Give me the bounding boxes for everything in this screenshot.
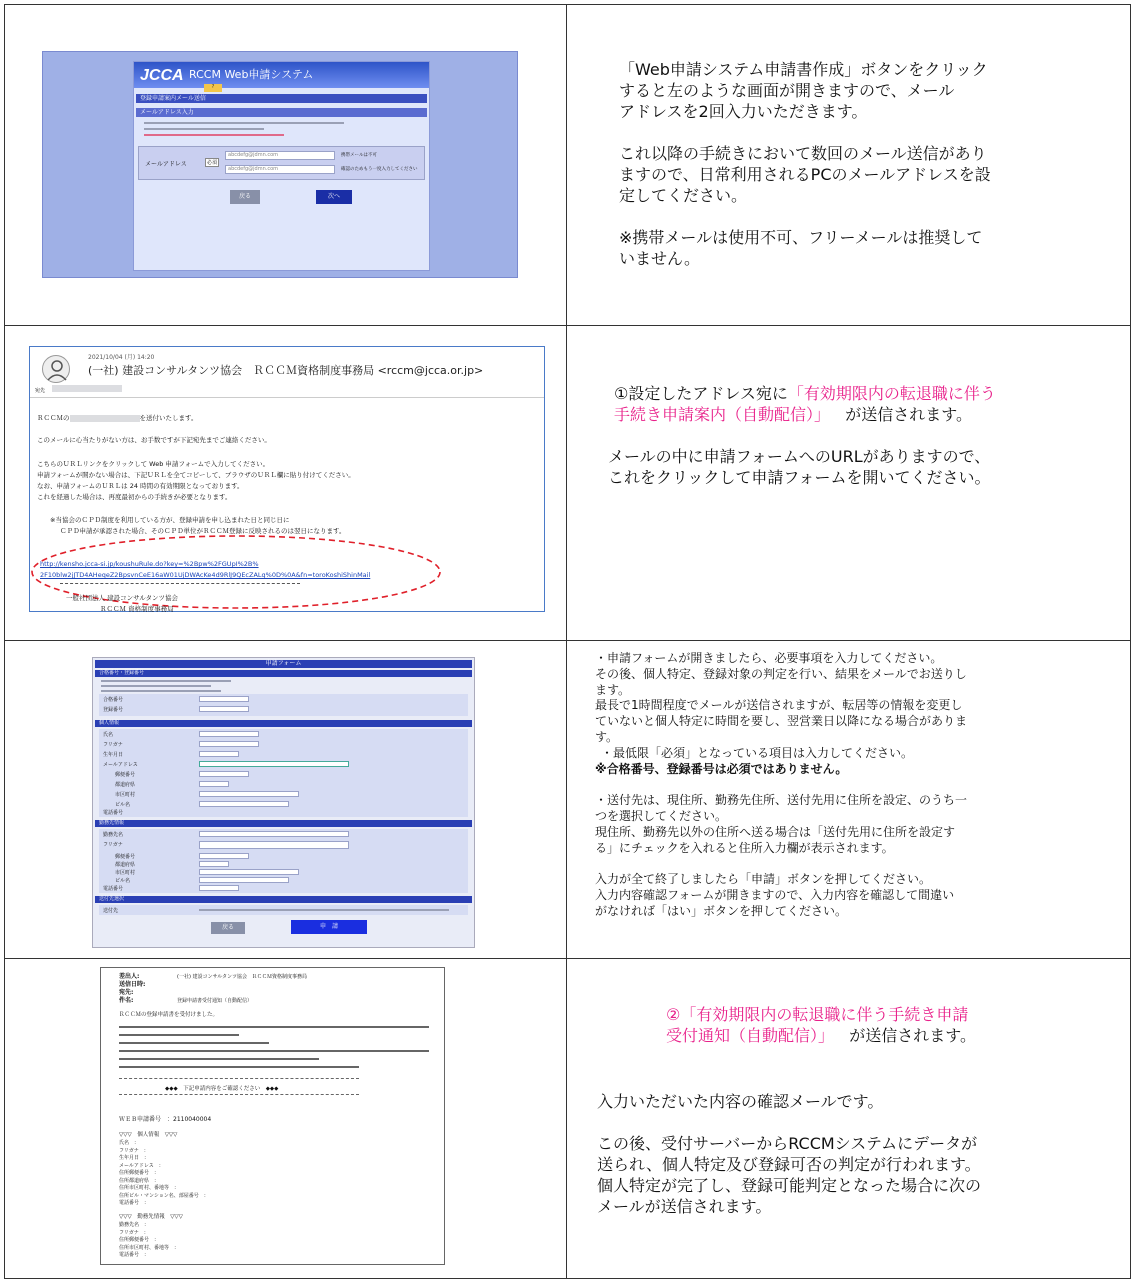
signature-dept: ＲＣＣＭ 資格制度事務局 xyxy=(100,605,174,613)
confirmation-email-screenshot xyxy=(100,967,445,1265)
field: フリガナ ： xyxy=(119,1229,149,1236)
to-label: 宛先 xyxy=(35,388,46,394)
text-line: つを選択してください。 xyxy=(595,808,728,823)
form-input[interactable] xyxy=(199,869,299,875)
text-line xyxy=(144,122,344,124)
row-label: 市区町村 xyxy=(115,870,136,876)
text-line: がなければ「はい」ボタンを押してください。 xyxy=(595,903,848,918)
email-screenshot xyxy=(29,346,545,612)
text-line: 定してください。 xyxy=(619,186,748,205)
field: 電話番号 ： xyxy=(119,1252,150,1258)
row-label: 市区町村 xyxy=(115,792,136,798)
field: 電話番号 ： xyxy=(119,1200,150,1206)
body-line xyxy=(119,1042,269,1044)
field: メールアドレス ： xyxy=(119,1162,164,1169)
row1-text xyxy=(619,59,1119,269)
text-line: いません。 xyxy=(619,249,700,268)
row-label: フリガナ xyxy=(103,742,123,748)
form-input[interactable] xyxy=(199,841,349,849)
row-label: 氏名 xyxy=(103,732,114,738)
system-title: RCCM Web申請システム xyxy=(189,68,314,81)
blank-line xyxy=(608,425,1118,446)
email-instructions xyxy=(37,459,355,503)
email-line: ＣＰＤ申請が承認された場合、そのＣＰＤ単位がＲＣＣＭ登録に反映されるのは翌日になります。 xyxy=(60,527,346,535)
email-line: こちらのＵＲＬリンクをクリックして Web 申請フォームで入力してください。 xyxy=(37,460,270,468)
blank-line xyxy=(619,206,1119,227)
note-line xyxy=(101,680,231,682)
web-form-panel xyxy=(133,61,430,271)
email-line: 申請フォームが開かない場合は、下記ＵＲＬを全てコピーして、ブラウザのＵＲＬ欄に貼り付けてください。 xyxy=(37,471,355,479)
field: フリガナ ： xyxy=(119,1147,149,1154)
apply-button[interactable]: 申 請 xyxy=(291,920,367,934)
text-line: る」にチェックを入れると住所入力欄が表示されます。 xyxy=(595,840,894,855)
url-line[interactable]: http://kensho.jcca-si.jp/koushuRule.do?key=%2Bpw%2FGUpI%2B% xyxy=(40,560,259,568)
text-line: 個人特定が完了し、登録可能判定となった場合に次の xyxy=(597,1176,982,1195)
form-input[interactable] xyxy=(199,801,289,807)
help-badge: ? xyxy=(204,84,222,92)
row-divider xyxy=(5,640,1130,641)
header-label: 差出人: xyxy=(119,973,140,980)
office-fields xyxy=(119,1222,179,1260)
row-label: 都道府県 xyxy=(115,782,136,788)
row-label: 生年月日 xyxy=(103,752,124,758)
body-line xyxy=(119,1066,359,1068)
row-label: 登録番号 xyxy=(103,707,124,713)
field: 勤務先名 ： xyxy=(119,1222,150,1228)
text-line: アドレスを2回入力いただきます。 xyxy=(619,102,868,121)
row4-heading xyxy=(666,1004,1116,1046)
field: 住所市区町村、番地等 ： xyxy=(119,1185,180,1191)
field: 氏名 ： xyxy=(119,1140,140,1146)
sep-rule xyxy=(119,1094,359,1095)
pink-title: 手続き申請案内（自動配信）」 xyxy=(614,405,831,424)
text-line: 入力内容確認フォームが開きますので、入力内容を確認して間違い xyxy=(595,887,955,902)
header-label: 送信日時: xyxy=(119,981,146,988)
text-line: メールの中に申請フォームへのURLがありますので、 xyxy=(608,447,991,466)
form-input[interactable] xyxy=(199,751,239,757)
note-line xyxy=(101,690,221,692)
text-line: 最長で1時間程度でメールが送信されますが、転居等の情報を変更し xyxy=(595,698,963,713)
redacted-text xyxy=(70,415,140,422)
text-line: ・送付先は、現住所、勤務先住所、送付先用に住所を設定、のうち一 xyxy=(595,793,968,808)
subject-value: 登録申請書受付通知（自動配信） xyxy=(177,998,253,1004)
sep-rule xyxy=(119,1078,359,1079)
page-title: 登録申請案内メール送信 xyxy=(136,94,427,103)
email-line: ※当協会のＣＰＤ制度を利用している方が、登録申請を申し込まれた日と同じ日に xyxy=(50,516,290,524)
hint-2: 確認のためもう一度入力してください xyxy=(341,167,418,172)
form-input[interactable] xyxy=(199,761,349,767)
header-label: 宛先: xyxy=(119,989,134,996)
form-section: 送付先選択 xyxy=(95,896,472,903)
back-button[interactable]: 戻る xyxy=(211,922,245,934)
required-badge: 必須 xyxy=(207,160,218,166)
form-section: 合格番号・登録番号 xyxy=(95,670,472,677)
blank-line xyxy=(595,856,1125,872)
destination-row xyxy=(99,905,468,915)
row4-text xyxy=(597,1091,1117,1217)
text-line: ますので、日常利用されるPCのメールアドレスを設 xyxy=(619,165,991,184)
row3-text xyxy=(595,651,1125,920)
field: 住所都道府県 ： xyxy=(119,1177,160,1184)
form-input[interactable] xyxy=(199,771,249,777)
text-line: ます。 xyxy=(595,682,631,697)
form-input[interactable] xyxy=(199,885,239,891)
form-section: 勤務先情報 xyxy=(95,820,472,827)
pink-title: ②「有効期限内の転退職に伴う手続き申請 xyxy=(666,1005,969,1024)
greeting-text: ＲＣＣＭの xyxy=(37,414,70,422)
sender-value: (一社) 建設コンサルタンツ協会 ＲＣＣＭ資格制度事務局 xyxy=(177,974,308,980)
text-line: ・最低限「必須」となっている項目は入力してください。 xyxy=(601,745,914,760)
section-note xyxy=(101,680,231,692)
email-para: このメールに心当たりがない方は、お手数ですが下記宛先までご連絡ください。 xyxy=(37,436,271,444)
row-label: 郵便番号 xyxy=(115,854,136,860)
row-label: 都道府県 xyxy=(115,862,136,868)
text-line xyxy=(144,128,264,130)
form-rows xyxy=(99,694,468,716)
greeting-text-2: を送付いたします。 xyxy=(139,414,198,422)
row-label: ビル名 xyxy=(115,878,131,884)
form-input[interactable] xyxy=(199,696,249,702)
text-line: すると左のような画面が開きますので、メール xyxy=(619,81,955,100)
email-line: なお、申請フォームのＵＲＬは 24 時間の有効期限となっております。 xyxy=(37,482,244,490)
text-line: これをクリックして申請フォームを開いてください。 xyxy=(608,468,991,487)
row-label: 送付先 xyxy=(103,908,119,914)
text-line: 送られ、個人特定及び登録可否の判定が行われます。 xyxy=(597,1155,981,1174)
sent-text: が送信されます。 xyxy=(849,1026,977,1045)
row-divider xyxy=(5,325,1130,326)
form-input[interactable] xyxy=(199,741,259,747)
text-line: 入力いただいた内容の確認メールです。 xyxy=(597,1092,884,1111)
system-header xyxy=(134,62,429,88)
header-label: 件名: xyxy=(119,997,134,1004)
prefix-text: ①設定したアドレス宛に xyxy=(614,384,788,403)
email-input-2[interactable]: abcdefg@jdmn.com xyxy=(225,165,335,174)
jcca-logo: JCCA xyxy=(140,67,184,84)
email-from: (一社) 建設コンサルタンツ協会 ＲＣＣＭ資格制度事務局 <rccm@jcca.or.jp> xyxy=(88,364,484,377)
body-line xyxy=(119,1050,429,1052)
next-button[interactable]: 次へ xyxy=(316,190,352,204)
web-system-screenshot xyxy=(42,51,518,278)
signature-rule xyxy=(60,583,300,584)
field: 住所市区町村、番地等 ： xyxy=(119,1244,180,1251)
back-button[interactable]: 戻る xyxy=(230,190,260,204)
email-label: メールアドレス xyxy=(145,161,187,168)
text-line: ・申請フォームが開きましたら、必要事項を入力してください。 xyxy=(595,651,943,665)
text-line xyxy=(608,404,1118,425)
blank-line xyxy=(619,122,1119,143)
form-input[interactable] xyxy=(199,781,229,787)
body-line xyxy=(119,1058,319,1060)
row-label: 郵便番号 xyxy=(115,772,136,778)
confirm-header: ◆◆◆ 下記申請内容をご確認ください ◆◆◆ xyxy=(165,1086,279,1092)
body-line xyxy=(119,1026,429,1028)
email-date: 2021/10/04 (月) 14:20 xyxy=(88,354,155,361)
text-line: メールが送信されます。 xyxy=(597,1197,772,1216)
person-icon xyxy=(43,356,71,384)
text-line: 現住所、勤務先以外の住所へ送る場合は「送付先用に住所を設定す xyxy=(595,824,956,839)
blank-line xyxy=(595,777,1125,793)
pink-title: 受付通知（自動配信）」 xyxy=(666,1026,835,1045)
text-line: その後、個人特定、登録対象の判定を行い、結果をメールでお送りし xyxy=(595,666,967,681)
row2-text xyxy=(608,383,1118,488)
application-form-screenshot xyxy=(92,657,475,948)
row-label: 合格番号 xyxy=(103,697,124,703)
email-body-first: ＲＣＣＭの登録申請書を受付けました。 xyxy=(119,1012,219,1018)
text-line: ※携帯メールは使用不可、フリーメールは推奨して xyxy=(619,228,983,247)
hint-1: 携帯メールは不可 xyxy=(341,153,377,158)
email-greeting xyxy=(37,413,197,422)
personal-section: ▽▽▽ 個人情報 ▽▽▽ xyxy=(119,1132,178,1138)
signature-org: 一般社団法人 建設コンサルタンツ協会 xyxy=(66,594,178,602)
form-input[interactable] xyxy=(199,791,299,797)
column-divider xyxy=(566,5,567,1278)
row-label: 電話番号 xyxy=(103,810,124,816)
form-input[interactable] xyxy=(199,853,249,859)
text-line xyxy=(608,383,1118,404)
email-headers xyxy=(119,973,145,1005)
form-input[interactable] xyxy=(199,706,249,712)
form-title: 申請フォーム xyxy=(95,660,472,668)
personal-info-rows xyxy=(99,729,468,817)
form-input[interactable] xyxy=(199,731,259,737)
url-line[interactable]: 2F10blw2jJTD4AHeqeZ2BpsvnCeE16aW01UjDWAcKe4d9RlJ9QEcZALq%0D%0A&fn=toroKoshiShinMail xyxy=(40,571,371,579)
warning-line xyxy=(144,134,284,136)
row-label: 勤務先名 xyxy=(103,832,124,838)
sent-text: が送信されます。 xyxy=(845,405,973,424)
email-input-1[interactable]: abcdefg@jdmn.com xyxy=(225,151,335,160)
form-input[interactable] xyxy=(199,831,349,837)
row-label: フリガナ xyxy=(103,842,123,848)
field: 住所郵便番号 ： xyxy=(119,1170,160,1176)
form-input[interactable] xyxy=(199,877,289,883)
row-label: ビル名 xyxy=(115,802,131,808)
note-line xyxy=(101,685,211,687)
form-input[interactable] xyxy=(199,861,229,867)
email-field-group xyxy=(138,146,425,180)
web-app-number: ＷＥＢ申請番号 ：2110040004 xyxy=(119,1116,212,1123)
separator xyxy=(30,397,544,398)
text-line: ていないと個人特定に時間を要し、翌営業日以降になる場合がありま xyxy=(595,714,968,729)
office-section: ▽▽▽ 勤務先情報 ▽▽▽ xyxy=(119,1214,183,1220)
text-line: 「Web申請システム申請書作成」ボタンをクリック xyxy=(619,60,988,79)
field: 住所ビル・マンション名、部屋番号 ： xyxy=(119,1192,209,1199)
field: 生年月日 ： xyxy=(119,1155,150,1161)
text-line: 入力が全て終了しましたら「申請」ボタンを押してください。 xyxy=(595,872,932,887)
redacted-recipient xyxy=(52,385,122,392)
text-line: この後、受付サーバーからRCCMシステムにデータが xyxy=(597,1134,978,1153)
blank-line xyxy=(597,1112,1117,1133)
office-info-rows xyxy=(99,829,468,893)
text-line: す。 xyxy=(595,729,619,744)
row-label: メールアドレス xyxy=(103,762,138,768)
form-section: 個人情報 xyxy=(95,720,472,727)
field: 住所郵便番号 ： xyxy=(119,1237,160,1243)
section-bar: メールアドレス入力 xyxy=(136,108,427,117)
pink-title: 「有効期限内の転退職に伴う xyxy=(787,384,996,403)
email-line: これを経過した場合は、再度最初からの手続きが必要となります。 xyxy=(37,493,232,501)
radio-options[interactable] xyxy=(199,909,449,911)
row-divider xyxy=(5,958,1130,959)
personal-fields xyxy=(119,1140,209,1208)
avatar xyxy=(42,355,70,383)
body-line xyxy=(119,1034,239,1036)
note-bold: ※合格番号、登録番号は必須ではありません。 xyxy=(595,761,848,776)
text-line: これ以降の手続きにおいて数回のメール送信があり xyxy=(619,144,987,163)
row-label: 電話番号 xyxy=(103,886,124,892)
